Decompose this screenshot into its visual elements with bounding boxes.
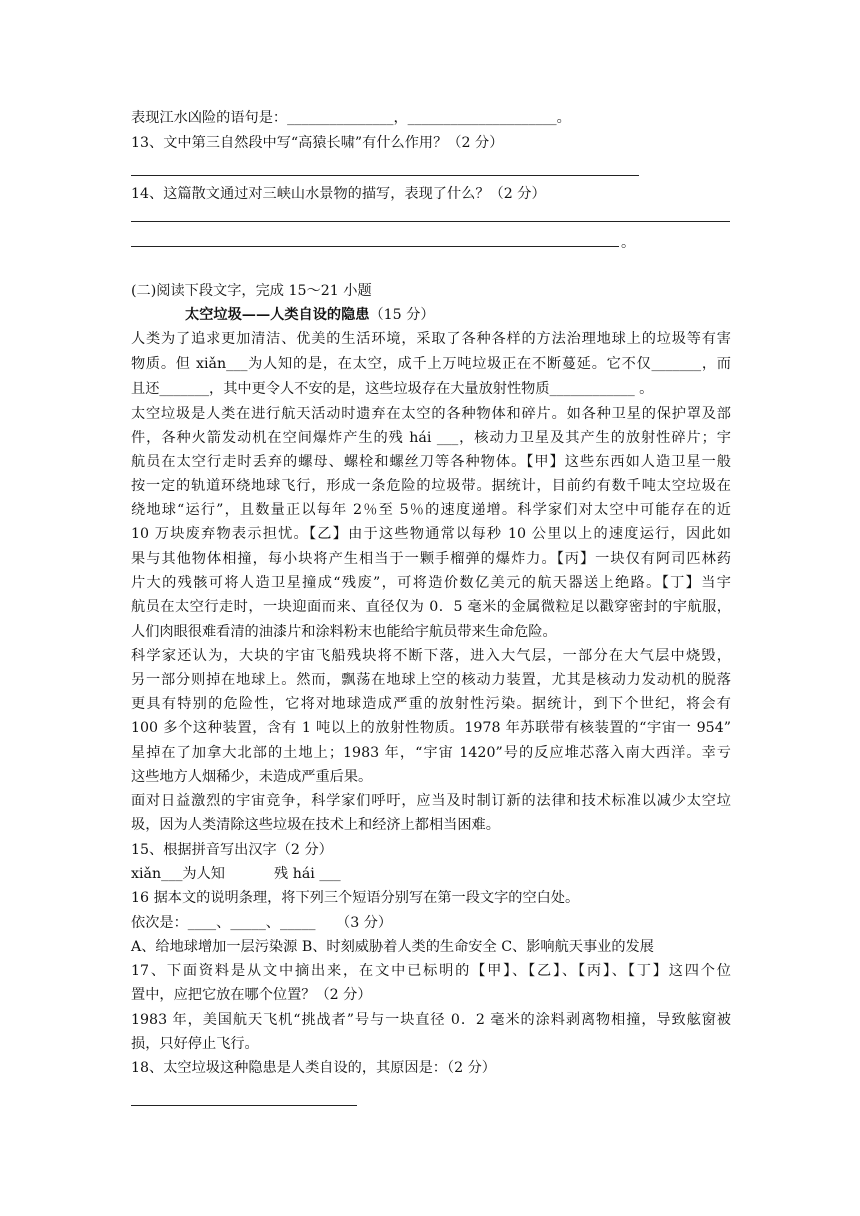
paragraph-line: 更具有特别的危险性，它将对地球造成严重的放射性污染。据统计，到下个世纪，将会有 [131,696,731,712]
source-material: 1983 年，美国航天飞机“挑战者”号与一块直径 0．2 毫米的涂料剥离物相撞，导致舷窗被 [131,1012,731,1028]
answer-end-period: 。 [621,235,636,251]
paragraph-line: 科学家还认为，大块的宇宙飞船残块将不断下落，进入大气层，一部分在大气层中烧毁， [131,648,731,664]
answer-rule-14b [131,246,619,247]
paragraph-line: 物质。但 xiǎn___为人知的是，在太空，成千上万吨垃圾正在不断蔓延。它不仅_______，而 [131,356,731,372]
paragraph-line: 另一部分则掉在地球上。然而，飘荡在地球上空的核动力装置，尤其是核动力发动机的脱落 [131,672,731,688]
paragraph-line: 片大的残骸可将人造卫星撞成“残废”，可将造价数亿美元的航天器送上绝路。【丁】当宇 [131,575,731,591]
pinyin-item-hai: 残 hái ___ [274,866,341,882]
paragraph-line: 人们肉眼很难看清的油漆片和涂料粉末也能给宇航员带来生命危险。 [131,624,557,640]
article-title-score: （15 分） [369,307,435,323]
paragraph-line: 绕地球“运行”，且数量正以每年 2％至 5％的速度递增。科学家们对太空中可能存在的近 [131,502,731,518]
paragraph-line: 人类为了追求更加清洁、优美的生活环境，采取了各种各样的方法治理地球上的垃圾等有害 [131,331,731,347]
section-two-heading: (二)阅读下段文字，完成 15～21 小题 [131,283,372,299]
pinyin-item-xian: xiǎn___为人知 [131,866,225,882]
paragraph-line: 果与其他物体相撞，每小块将产生相当于一颗手榴弹的爆炸力。【丙】一块仅有阿司匹林药 [131,551,731,567]
paragraph-line: 10 万块废弃物表示担忧。【乙】由于这些物通常以每秒 10 公里以上的速度运行，因此如 [131,526,731,542]
question-16-score: （3 分） [336,915,393,931]
answer-rule-13 [131,175,639,176]
question-17: 17、下面资料是从文中摘出来，在文中已标明的【甲】、【乙】、【丙】、【丁】这四个位 [131,963,731,979]
question-16: 16 据本文的说明条理，将下列三个短语分别写在第一段文字的空白处。 [131,890,580,906]
answer-rule-14a [131,221,730,222]
paragraph-line: 面对日益激烈的宇宙竞争，科学家们呼吁，应当及时制订新的法律和技术标准以减少太空垃 [131,793,731,809]
paragraph-line: 圾，因为人类清除这些垃圾在技术上和经济上都相当困难。 [131,817,500,833]
question-17-cont: 置中，应把它放在哪个位置？（2 分） [131,987,372,1003]
source-material-cont: 损，只好停止飞行。 [131,1036,259,1052]
question-18: 18、太空垃圾这种隐患是人类自设的，其原因是：（2 分） [131,1060,496,1076]
paragraph-line: 100 多个这种装置，含有 1 吨以上的放射性物质。1978 年苏联带有核装置的“宇宙一 954” [131,720,731,736]
article-title-text: 太空垃圾——人类自设的隐患 [185,307,370,323]
paragraph-line: 件，各种火箭发动机在空间爆炸产生的残 hái ___，核动力卫星及其产生的放射性碎片；宇 [131,430,731,446]
paragraph-line: 星掉在了加拿大北部的土地上；1983 年，“宇宙 1420”号的反应堆芯落入南大西洋。幸亏 [131,745,731,761]
paragraph-line: 航员在太空行走时，一块迎面而来、直径仅为 0．5 毫米的金属微粒足以戳穿密封的宇航服， [131,599,731,615]
paragraph-line: 航员在太空行走时丢弃的螺母、螺栓和螺丝刀等各种物体。【甲】这些东西如人造卫星一般 [131,454,731,470]
paragraph-line: 按一定的轨道环绕地球飞行，形成一条危险的垃圾带。据统计，目前约有数千吨太空垃圾在 [131,478,731,494]
paragraph-line: 这些地方人烟稀少，未造成严重后果。 [131,769,373,785]
answer-line-jiangshui: 表现江水凶险的语句是：_______________，_____________________。 [131,110,571,126]
paragraph-line: 太空垃圾是人类在进行航天活动时遗弃在太空的各种物体和碎片。如各种卫星的保护罩及部 [131,406,731,422]
answer-order: 依次是：____、_____、_____ [131,915,316,931]
phrase-options: A、给地球增加一层污染源 B、时刻威胁着人类的生命安全 C、影响航天事业的发展 [131,939,654,955]
answer-rule-18 [131,1105,357,1106]
question-13: 13、文中第三自然段中写“高猿长啸”有什么作用？（2 分） [131,135,504,151]
paragraph-line: 且还_______，其中更令人不安的是，这些垃圾存在大量放射性物质____________ 。 [131,381,654,397]
article-title [185,305,785,325]
question-15: 15、根据拼音写出汉字（2 分） [131,842,333,858]
question-14: 14、这篇散文通过对三峡山水景物的描写，表现了什么？（2 分） [131,186,546,202]
